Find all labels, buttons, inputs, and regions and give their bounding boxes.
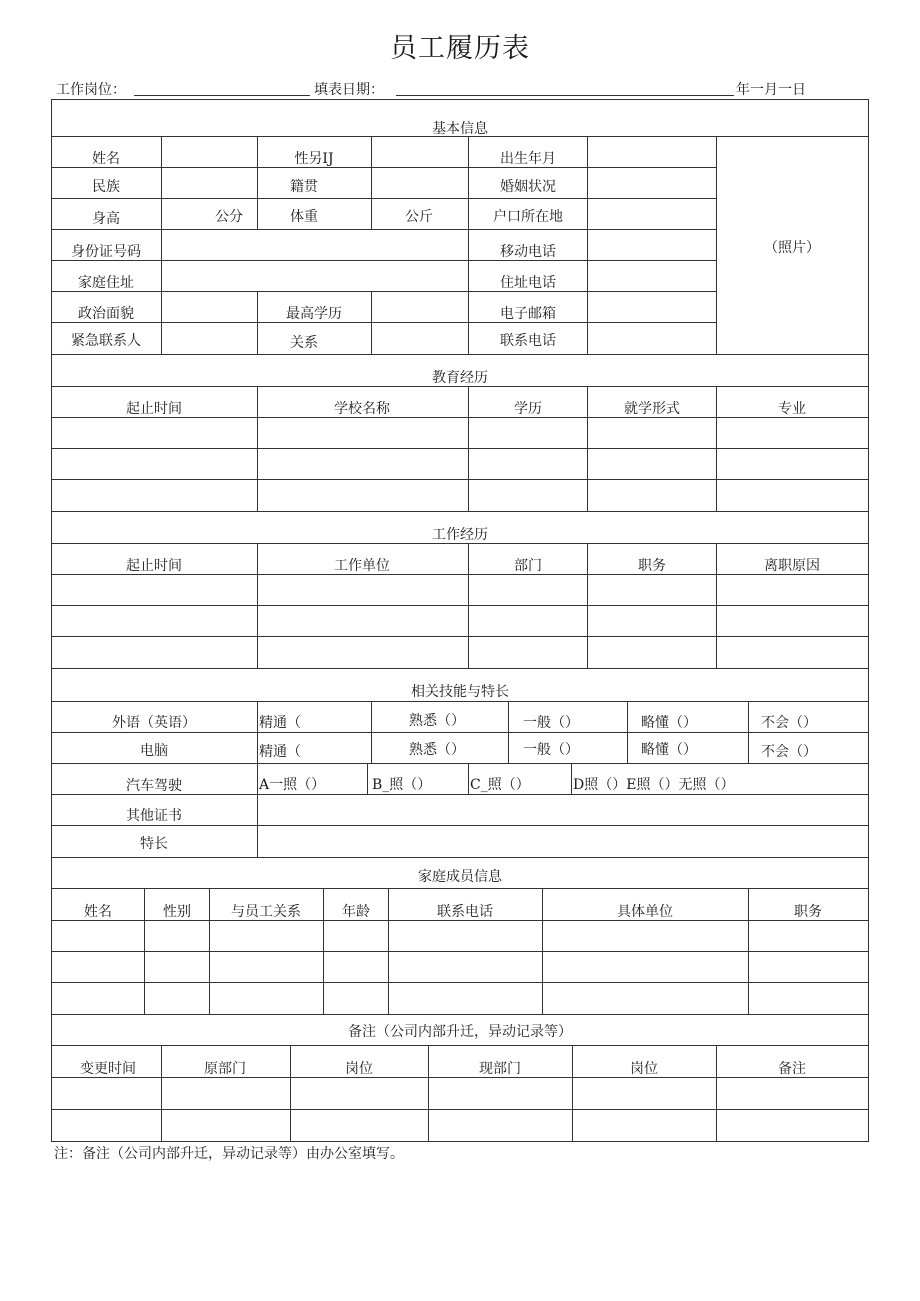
grid-line [161,136,162,354]
grid-line [51,701,869,702]
grid-line [51,229,717,230]
photo-placeholder[interactable]: （照片） [764,240,820,256]
work-heading: 工作经历 [432,527,488,543]
skill-option[interactable]: 熟悉（） [409,742,465,758]
label-height: 身高 [92,211,120,227]
family-col-age: 年龄 [342,904,370,920]
edu-col-major: 专业 [778,401,806,417]
grid-line [51,99,869,100]
edu-col-degree: 学历 [514,401,542,417]
edu-col-mode: 就学形式 [624,401,680,417]
work-col-leave-reason: 离职原因 [764,558,820,574]
edu-col-school: 学校名称 [334,401,390,417]
grid-line [51,1141,869,1142]
grid-line [51,479,869,480]
family-col-gender: 性别 [163,904,191,920]
grid-line [371,136,372,229]
skill-driving-label: 汽车驾驶 [126,778,182,794]
grid-line [51,322,717,323]
grid-line [371,291,372,354]
grid-line [587,136,588,354]
remarks-col-change-time: 变更时间 [80,1061,136,1077]
form-meta [56,79,868,99]
remarks-col-new-dept: 现部门 [479,1061,521,1077]
driving-option[interactable]: D照（）E照（）无照（） [573,777,735,793]
grid-line [51,448,869,449]
grid-line [542,888,543,1014]
skill-option[interactable]: 熟悉（） [409,713,465,729]
label-education: 最高学历 [286,306,342,322]
grid-line [51,167,717,168]
grid-line [51,291,717,292]
grid-line [51,732,869,733]
label-relation: 关系 [290,335,318,351]
grid-line [257,543,258,668]
label-home-phone: 住址电话 [500,275,556,291]
label-hukou: 户口所在地 [493,209,563,225]
grid-line [716,136,717,354]
grid-line [161,1045,162,1141]
skills-heading: 相关技能与特长 [411,684,509,700]
grid-line [51,605,869,606]
grid-line [587,543,588,668]
skill-specialty-label: 特长 [140,836,168,852]
grid-line [571,763,572,794]
grid-line [144,888,145,1014]
grid-line [257,386,258,511]
grid-line [716,543,717,668]
grid-line [748,701,749,763]
position-label: 工作岗位： [56,82,126,98]
skill-option[interactable]: 略懂（） [641,715,697,731]
label-birth: 出生年月 [500,151,556,167]
family-col-employer: 具体单位 [617,904,673,920]
form-title: 员工履历表 [390,33,530,64]
grid-line [51,1014,869,1015]
basic-info-heading: 基本信息 [432,121,488,137]
label-native-place: 籍贯 [290,179,318,195]
grid-line [51,888,869,889]
skill-certificates-label: 其他证书 [126,808,182,824]
grid-line [468,386,469,511]
grid-line [716,1045,717,1141]
grid-line [51,825,869,826]
grid-line [468,543,469,668]
resume-form [51,99,869,1142]
grid-line [51,636,869,637]
grid-line [51,951,869,952]
height-unit: 公分 [215,209,243,225]
footnote: 注：备注（公司内部升迁，异动记录等）由办公室填写。 [54,1146,404,1162]
label-marital: 婚姻状况 [500,179,556,195]
label-ethnicity: 民族 [92,179,120,195]
grid-line [51,198,717,199]
skill-option[interactable]: 不会（） [761,715,817,731]
skill-option[interactable]: 略懂（） [641,742,697,758]
grid-line [371,701,372,763]
remarks-col-old-dept: 原部门 [204,1061,246,1077]
family-col-phone: 联系电话 [437,904,493,920]
grid-line [51,99,52,1142]
skill-option[interactable]: 一般（） [523,742,579,758]
grid-line [587,386,588,511]
label-id-number: 身份证号码 [71,244,141,260]
grid-line [51,543,869,544]
family-col-title: 职务 [794,904,822,920]
skill-option[interactable]: 一般（） [523,715,579,731]
grid-line [209,888,210,1014]
grid-line [388,888,389,1014]
skill-option[interactable]: 精通（ [259,715,301,731]
grid-line [51,1045,869,1046]
label-email: 电子邮箱 [500,306,556,322]
work-col-title: 职务 [638,558,666,574]
grid-line [627,701,628,763]
label-emergency: 紧急联系人 [71,333,141,349]
grid-line [428,1045,429,1141]
fill-date-input-line[interactable] [396,95,734,96]
skill-option[interactable]: 精通（ [259,744,301,760]
grid-line [51,511,869,512]
grid-line [51,857,869,858]
remarks-heading: 备注（公司内部升迁，异动记录等） [348,1024,572,1040]
label-mobile: 移动电话 [500,244,556,260]
family-heading: 家庭成员信息 [418,869,502,885]
remarks-col-note: 备注 [778,1061,806,1077]
grid-line [323,888,324,1014]
work-col-department: 部门 [514,558,542,574]
position-input-line[interactable] [134,95,310,96]
education-heading: 教育经历 [432,370,488,386]
grid-line [257,291,258,354]
grid-line [290,1045,291,1141]
grid-line [716,386,717,511]
skill-option[interactable]: 不会（） [761,744,817,760]
grid-line [508,701,509,763]
grid-line [748,888,749,1014]
work-col-period: 起止时间 [126,558,182,574]
label-address: 家庭住址 [78,275,134,291]
remarks-col-new-post: 岗位 [630,1061,658,1077]
driving-option[interactable]: A一照（） [259,777,326,793]
grid-line [51,386,869,387]
driving-option[interactable]: C_照（） [470,777,530,793]
weight-unit: 公斤 [405,209,433,225]
work-col-employer: 工作单位 [334,558,390,574]
label-gender: 性另IJ [294,151,334,167]
label-weight: 体重 [290,209,318,225]
grid-line [51,260,717,261]
remarks-col-old-post: 岗位 [345,1061,373,1077]
grid-line [51,1077,869,1078]
grid-line [468,136,469,354]
edu-col-period: 起止时间 [126,401,182,417]
fill-date-suffix: 年一月一日 [736,82,806,98]
label-name: 姓名 [92,151,120,167]
grid-line [468,763,469,794]
fill-date-label: 填表日期： [314,82,384,98]
grid-line [51,1109,869,1110]
grid-line [572,1045,573,1141]
grid-line [367,763,368,794]
grid-line [51,354,869,355]
grid-line [868,99,869,1142]
grid-line [257,136,258,229]
family-col-name: 姓名 [84,904,112,920]
grid-line [51,668,869,669]
grid-line [257,701,258,857]
skill-computer-label: 电脑 [140,743,168,759]
grid-line [51,763,869,764]
driving-option[interactable]: B_照（） [372,777,432,793]
grid-line [51,982,869,983]
label-political: 政治面貌 [78,306,134,322]
label-contact-phone: 联系电话 [500,333,556,349]
family-col-relation: 与员工关系 [231,904,301,920]
skill-language-label: 外语（英语） [112,715,196,731]
